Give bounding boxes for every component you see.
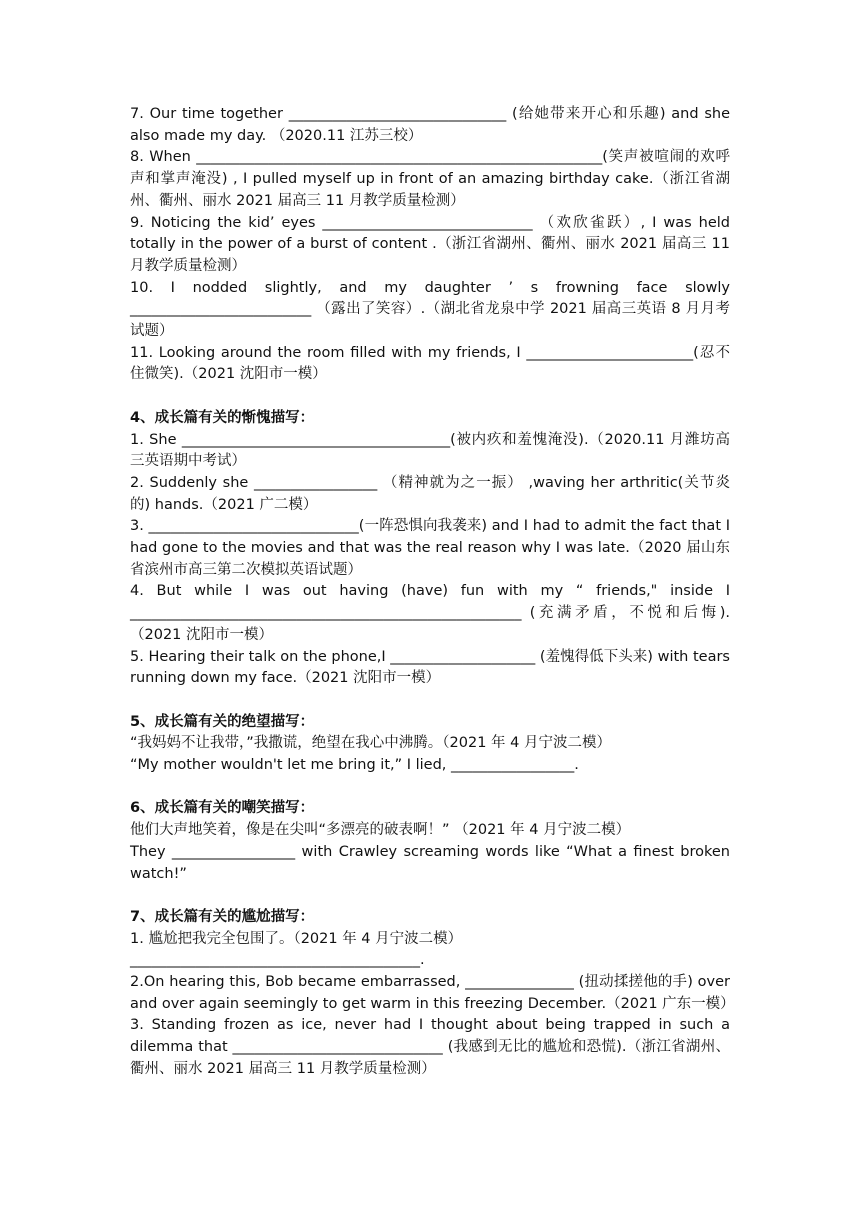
section-heading-mockery: 6、成长篇有关的嘲笑描写： (130, 800, 315, 817)
mockery-chinese-line: 他们大声地笑着，像是在尖叫“多漂亮的破表啊！” （2021 年 4 月宁波二模） (130, 822, 631, 839)
section-heading-despair: 5、成长篇有关的绝望描写： (130, 713, 315, 730)
spacer (130, 885, 730, 907)
shame-item-1: 1. She _____________________________________(被内疚和羞愧淹没).（2020.11 月潍坊高三英语期中考试） (130, 431, 730, 470)
embarrassment-item-3: 3. Standing frozen as ice, never had I thought about being trapped in such a dilemma that _____________________________ (我感到无比的尴尬和恐慌).（浙江省湖州、衢州、丽水 2021 届高三 11 月教学质量检测） (130, 1017, 730, 1077)
exercise-item-11: 11. Looking around the room filled with my friends, I _______________________(忍不住微笑).（2021 沈阳市一模） (130, 344, 730, 383)
shame-item-2: 2. Suddenly she _________________ （精神就为之一振） ,waving her arthritic(关节炎的) hands.（2021 广二模） (130, 474, 730, 513)
shame-item-4: 4. But while I was out having (have) fun with my “ friends," inside I ______________________________________________________ (充满矛盾，不悦和后悔).（2021 沈阳市一模） (130, 583, 730, 643)
document-page (130, 104, 735, 1081)
despair-chinese-line: “我妈妈不让我带，”我撒谎，绝望在我心中沸腾。（2021 年 4 月宁波二模） (130, 735, 611, 752)
embarrassment-blank-line: ________________________________________. (130, 952, 425, 969)
exercise-item-9: 9. Noticing the kid’ eyes _____________________________ （欢欣雀跃）, I was held totally in the power of a burst of content .（浙江省湖州、衢州、丽水 2021 届高三 11 月教学质量检测） (130, 214, 730, 274)
shame-item-5: 5. Hearing their talk on the phone,I ____________________ (羞愧得低下头来) with tears running down my face.（2021 沈阳市一模） (130, 648, 730, 687)
mockery-english-line: They _________________ with Crawley screaming words like “What a finest broken watch!” (130, 843, 730, 882)
shame-item-3: 3. _____________________________(一阵恐惧向我袭来) and I had to admit the fact that I had gone to the movies and that was the real reason why I was late.（2020 届山东省滨州市高三第二次模拟英语试题） (130, 518, 730, 578)
spacer (130, 690, 730, 712)
spacer (130, 386, 730, 408)
spacer (130, 777, 730, 799)
section-heading-embarrassment: 7、成长篇有关的尴尬描写： (130, 908, 315, 925)
section-heading-shame: 4、成长篇有关的惭愧描写： (130, 409, 315, 426)
exercise-item-7: 7. Our time together ______________________________ (给她带来开心和乐趣) and she also made my day. （2020.11 江苏三校） (130, 106, 730, 144)
exercise-item-8: 8. When ________________________________________________________(笑声被喧闹的欢呼声和掌声淹没) , I pulled myself up in front of an amazing birthday cake.（浙江省湖州、衢州、丽水 2021 届高三 11 月教学质量检测） (130, 149, 730, 209)
exercise-item-10: 10. I nodded slightly, and my daughter ’ s frowning face slowly _________________________ （露出了笑容）.（湖北省龙泉中学 2021 届高三英语 8 月月考试题） (130, 279, 730, 340)
embarrassment-item-1: 1. 尴尬把我完全包围了。（2021 年 4 月宁波二模） (130, 930, 463, 947)
embarrassment-item-2: 2.On hearing this, Bob became embarrassed, _______________ (扭动揉搓他的手) over and over again seemingly to get warm in this freezing December.（2021 广东一模） (130, 974, 735, 1012)
despair-english-line: “My mother wouldn't let me bring it,” I lied, _________________. (130, 757, 579, 774)
